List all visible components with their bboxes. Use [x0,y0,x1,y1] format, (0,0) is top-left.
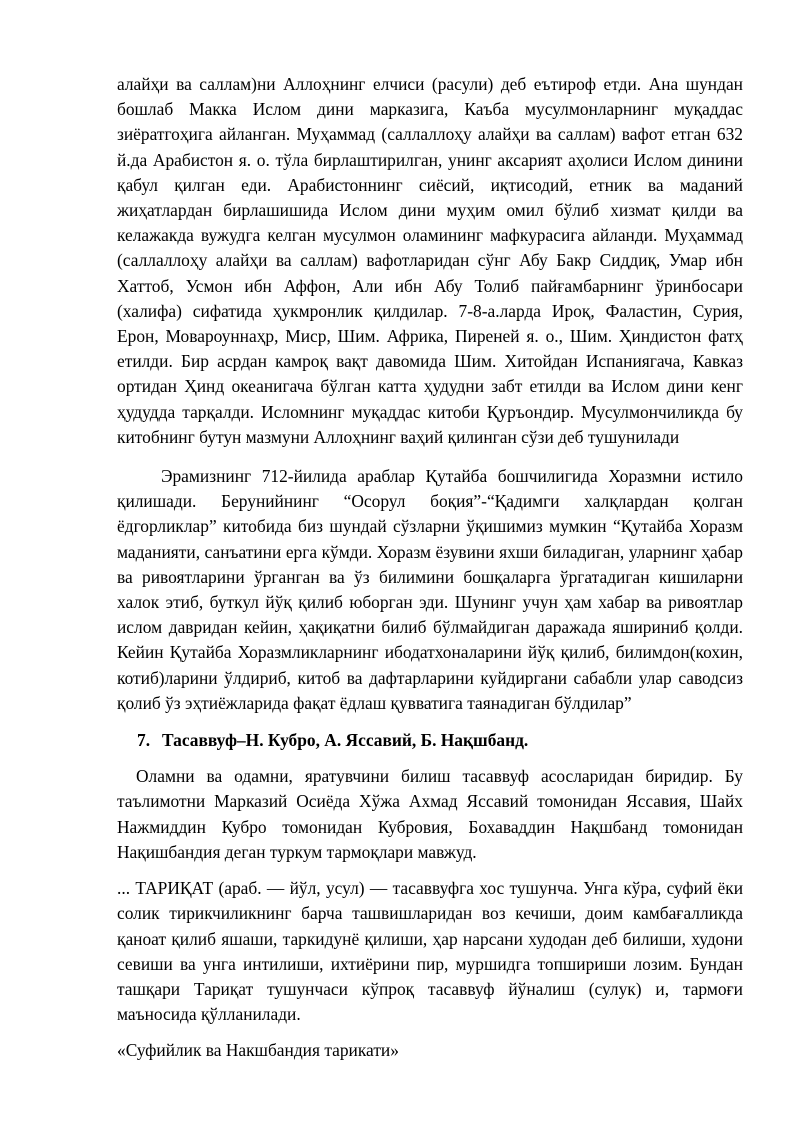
section-number: 7. [137,730,151,751]
paragraph-tariqat: ... ТАРИҚАТ (араб. — йўл, усул) — тасаввуфга хос тушунча. Унга кўра, суфий ёки солик тирикчиликнинг барча ташвишларидан воз кечиши, доим камбағалликда қаноат қилиб яшаши, таркидунё қилиши, ҳар нарсани худодан деб билиши, худони севиши ва унга интилиши, ихтиёрини пир, муршидга топшириши лозим. Бундан ташқари Тариқат тушунчаси кўпроқ тасаввуф йўналиш (сулук) и, тармоғи маъносида қўлланилади. [117,878,743,1025]
paragraph-tasawwuf: Оламни ва одамни, яратувчини билиш тасаввуф асосларидан биридир. Бу таълимотни Марказий Осиёда Хўжа Ахмад Яссавий томонидан Яссавия, Шайх Нажмиддин Кубро томонидан Кубровия, Бохаваддин Нақшбанд томонидан Нақишбандия деган туркум тармоқлари мавжуд. [117,766,743,862]
paragraph-qutayba-khorezm: Эрамизнинг 712-йилида араблар Қутайба бошчилигида Хоразмни истило қилишади. Берунийнинг “Осорул боқия”-“Қадимги халқлардан қолган ёдгорликлар” китобида биз шундай сўзларни ўқишимиз мумкин “Қутайба Хоразм маданияти, санъатини ерга кўмди. Хоразм ёзувини яхши биладиган, уларнинг ҳабар ва ривоятларини ўрганган ва ўз билимини бошқаларга ўргатадиган кишиларни халок этиб, буткул йўқ қилиб юборган эди. Шунинг учун ҳам хабар ва ривоятлар ислом давридан кейин, ҳақиқатни билиб бўлмайдиган даражада яшириниб қолди. Кейин Қутайба Хоразмликларнинг ибодатхоналарини йўқ қилиб, билимдон(кохин, котиб)ларини ўлдириб, китоб ва дафтарларини куйдиргани сабабли улар саводсиз қолиб ўз эҳтиёжларида фақат ёдлаш қувватига таянадиган бўлдилар” [117,466,743,713]
section-title: Тасаввуф–Н. Кубро, А. Яссавий, Б. Нақшбанд. [162,730,529,751]
paragraph-source-title: «Суфийлик ва Накшбандия тарикати» [117,1040,399,1061]
paragraph-islam-history: алайҳи ва саллам)ни Аллоҳнинг елчиси (расули) деб еътироф етди. Ана шундан бошлаб Макка Ислом дини марказига, Каъба мусулмонларнинг муқаддас зиёратгоҳига айланган. Муҳаммад (саллаллоҳу алайҳи ва саллам) вафот етган 632 й.да Арабистон я. о. тўла бирлаштирилган, унинг аксарият аҳолиси Ислом динини қабул қилган еди. Арабистоннинг сиёсий, иқтисодий, етник ва маданий жиҳатлардан бирлашишида Ислом дини муҳим омил бўлиб хизмат қилди ва келажакда вужудга келган мусулмон оламининг мафкурасига айланди. Муҳаммад (саллаллоҳу алайҳи ва саллам) вафотларидан сўнг Абу Бакр Сиддиқ, Умар ибн Хаттоб, Усмон ибн Аффон, Али ибн Абу Толиб пайғамбарнинг ўринбосари (халифа) сифатида ҳукмронлик қилдилар. 7-8-а.ларда Ироқ, Фаластин, Сурия, Ерон, Мовароуннаҳр, Миср, Шим. Африка, Пиреней я. о., Шим. Ҳиндистон фатҳ етилди. Бир асрдан камроқ вақт давомида Шим. Хитойдан Испаниягача, Кавказ ортидан Ҳинд океанигача бўлган катта ҳудудни забт етилди ва Ислом дини кенг ҳудудда тарқалди. Исломнинг муқаддас китоби Қуръондир. Мусулмончиликда бу китобнинг бутун мазмуни Аллоҳнинг ваҳий қилинган сўзи деб тушунилади [117,74,743,447]
document-page [117,72,743,1064]
section-heading [117,728,743,753]
